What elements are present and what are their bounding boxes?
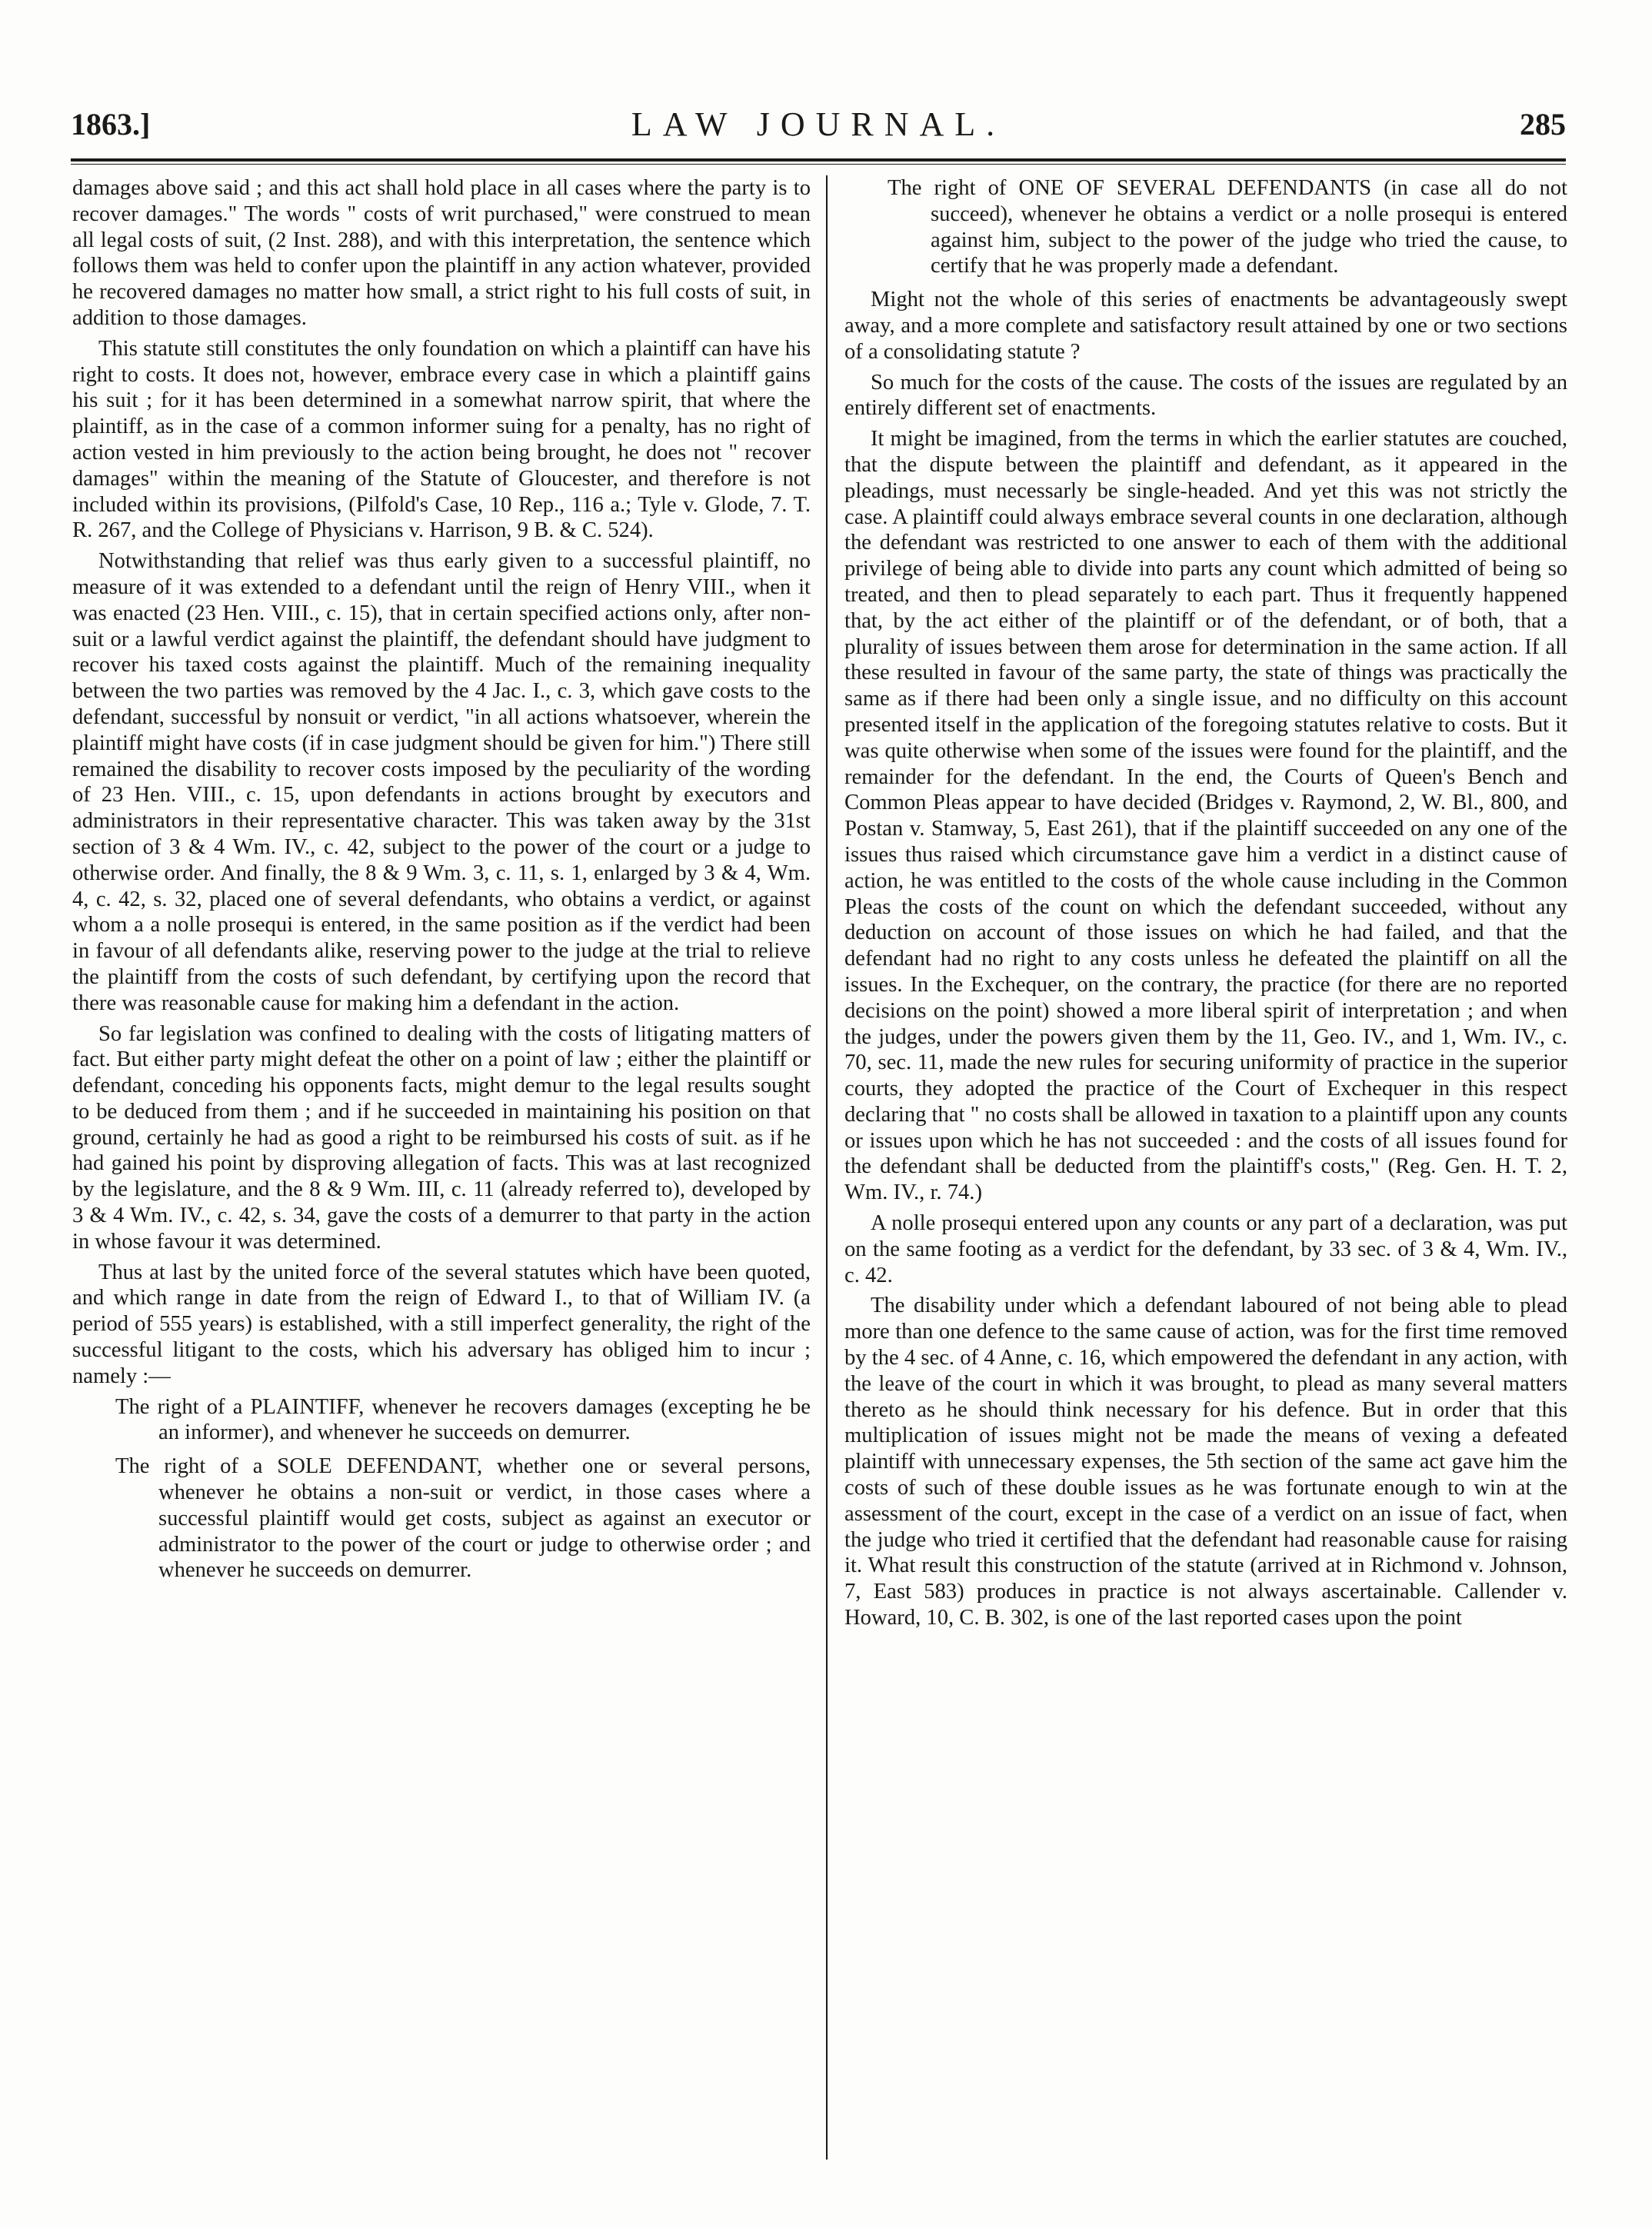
list-item: The right of a SOLE DEFENDANT, whether one or several persons, whenever he obtains a non-suit or verdict, in those cases where a successful plaintiff would get costs, subject as against an executor or administrator to the power of the court or judge to otherwise order ; and whenever he succeeds on demurrer. (115, 1454, 811, 1583)
paragraph: This statute still constitutes the only foundation on which a plaintiff can have his right to costs. It does not, however, embrace every case in which a plaintiff gains his suit ; for it has been determined in a somewhat narrow spirit, that where the plaintiff, as in the case of a common informer suing for a penalty, has no right of action vested in him previously to the action being brought, he does not " recover damages" within the meaning of the Statute of Gloucester, and therefore is not included within its provisions, (Pilfold's Case, 10 Rep., 116 a.; Tyle v. Glode, 7. T. R. 267, and the College of Physicians v. Harrison, 9 B. & C. 524). (72, 336, 811, 543)
paragraph: damages above said ; and this act shall hold place in all cases where the party is to recover damages." The words " costs of writ purchased," were construed to mean all legal costs of suit, (2 Inst. 288), and with this interpretation, the sentence which follows them was held to confer upon the plaintiff in any action whatever, provided he recovered damages no matter how small, a strict right to his full costs of suit, in addition to those damages. (72, 176, 811, 330)
paragraph: A nolle prosequi entered upon any counts or any part of a declaration, was put on the same footing as a verdict for the defendant, by 33 sec. of 3 & 4, Wm. IV., c. 42. (844, 1211, 1567, 1287)
page-number: 285 (1520, 107, 1566, 142)
paragraph: The disability under which a defendant laboured of not being able to plead more than one defence to the same cause of action, was for the first time removed by the 4 sec. of 4 Anne, c. 16, which empowered the defendant in any action, with the leave of the court in which it was brought, to plead as many several matters thereto as he should think necessary for his defence. But in order that this multiplication of issues might not be made the means of vexing a defeated plaintiff with unnecessary expenses, the 5th section of the same act gave him the costs of such of these double issues as he was fortunate enough to win at the assessment of the court, except in the case of a verdict on an issue of fact, when the judge who tried it certified that the defendant had reasonable cause for raising it. What result this construction of the statute (arrived at in Richmond v. Johnson, 7, East 583) produces in practice is not always ascertainable. Callender v. Howard, 10, C. B. 302, is one of the last reported cases upon the point (844, 1294, 1567, 1630)
paragraph: So far legislation was confined to dealing with the costs of litigating matters of fact. But either party might defeat the other on a point of law ; either the plaintiff or defendant, conceding his opponents facts, might demur to the legal results sought to be deduced from them ; and if he succeeded in maintaining his position on that ground, certainly he had as good a right to be reimbursed his costs of suit. as if he had gained his point by disproving allegation of facts. This was at last recognized by the legislature, and the 8 & 9 Wm. III, c. 11 (already referred to), developed by 3 & 4 Wm. IV., c. 42, s. 34, gave the costs of a demurrer to that party in the action in whose favour it was determined. (72, 1021, 811, 1254)
right-column (844, 175, 1567, 2160)
list-item: The right of ONE OF SEVERAL DEFENDANTS (in case all do not succeed), whenever he obtains a verdict or a nolle prosequi is entered against him, subject to the power of the judge who tried the cause, to certify that he was properly made a defendant. (888, 176, 1567, 278)
header-rule-thin (71, 164, 1566, 165)
paragraph: Might not the whole of this series of enactments be advantageously swept away, and a more complete and satisfactory result attained by one or two sections of a consolidating statute ? (844, 288, 1567, 364)
column-divider (826, 175, 828, 2160)
paragraph: It might be imagined, from the terms in which the earlier statutes are couched, that the dispute between the plaintiff and defendant, as it appeared in the pleadings, must necessarly be single-headed. And yet this was not strictly the case. A plaintiff could always embrace several counts in one declaration, although the defendant was restricted to one answer to each of them with the additional privilege of being able to divide into parts any count which admitted of being so treated, and then to plead separately to each part. Thus it frequently happened that, by the act either of the plaintiff or of the defendant, or of both, that a plurality of issues between them arose for determination in the same action. If all these resulted in favour of the same party, the state of things was practically the same as if there had been only a single issue, and no difficulty on this account presented itself in the application of the foregoing statutes relative to costs. But it was quite otherwise when some of the issues were found for the plaintiff, and the remainder for the defendant. In the end, the Courts of Queen's Bench and Common Pleas appear to have decided (Bridges v. Raymond, 2, W. Bl., 800, and Postan v. Stamway, 5, East 261), that if the plaintiff succeeded on any one of the issues thus raised which circumstance gave him a verdict in a distinct cause of action, he was entitled to the costs of the whole cause including in the Common Pleas the costs of the count on which the defendant succeeded, without any deduction on account of those issues on which he had failed, and that the defendant had no right to any costs unless he defeated the plaintiff on all the issues. In the Exchequer, on the contrary, the practice (for there are no reported decisions on the point) showed a more liberal spirit of interpretation ; and when the judges, under the powers given them by the 11, Geo. IV., and 1, Wm. IV., c. 70, sec. 11, made the new rules for securing uniformity of practice in the superior courts, they adopted the practice of the Court of Exchequer in this respect declaring that " no costs shall be allowed in taxation to a plaintiff upon any counts or issues upon which he has not succeeded : and the costs of all issues found for the defendant shall be deducted from the plaintiff's costs," (Reg. Gen. H. T. 2, Wm. IV., r. 74.) (844, 427, 1567, 1205)
header-rule-thick (71, 158, 1566, 162)
page-header (71, 106, 1566, 160)
list-item: The right of a PLAINTIFF, whenever he recovers damages (excepting he be an informer), and whenever he succeeds on demurrer. (115, 1394, 811, 1445)
paragraph: Thus at last by the united force of the several statutes which have been quoted, and which range in date from the reign of Edward I., to that of William IV. (a period of 555 years) is established, with a still imperfect generality, the right of the successful litigant to the costs, which his adversary has obliged him to incur ; namely :— (72, 1260, 811, 1388)
left-column (72, 175, 811, 2160)
header-year: 1863.] (71, 107, 151, 142)
paragraph: So much for the costs of the cause. The costs of the issues are regulated by an entirely different set of enactments. (844, 370, 1567, 421)
paragraph: Notwithstanding that relief was thus early given to a successful plaintiff, no measure of it was extended to a defendant until the reign of Henry VIII., when it was enacted (23 Hen. VIII., c. 15), that in certain specified actions only, after non-suit or a lawful verdict against the plaintiff, the defendant should have judgment to recover his taxed costs against the plaintiff. Much of the remaining inequality between the two parties was removed by the 4 Jac. I., c. 3, which gave costs to the defendant, successful by nonsuit or verdict, "in all actions whatsoever, wherein the plaintiff might have costs (if in case judgment should be given for him.") There still remained the disability to recover costs imposed by the peculiarity of the wording of 23 Hen. VIII., c. 15, upon defendants in actions brought by executors and administrators in their representative character. This was taken away by the 31st section of 3 & 4 Wm. IV., c. 42, subject to the power of the court or a judge to otherwise order. And finally, the 8 & 9 Wm. 3, c. 11, s. 1, enlarged by 3 & 4, Wm. 4, c. 42, s. 32, placed one of several defendants, who obtains a verdict, or against whom a a nolle prosequi is entered, in the same position as if the verdict had been in favour of all defendants alike, reserving power to the judge at the trial to relieve the plaintiff from the costs of such defendant, by certifying upon the record that there was reasonable cause for making him a defendant in the action. (72, 549, 811, 1015)
journal-title: LAW JOURNAL. (631, 105, 1006, 143)
